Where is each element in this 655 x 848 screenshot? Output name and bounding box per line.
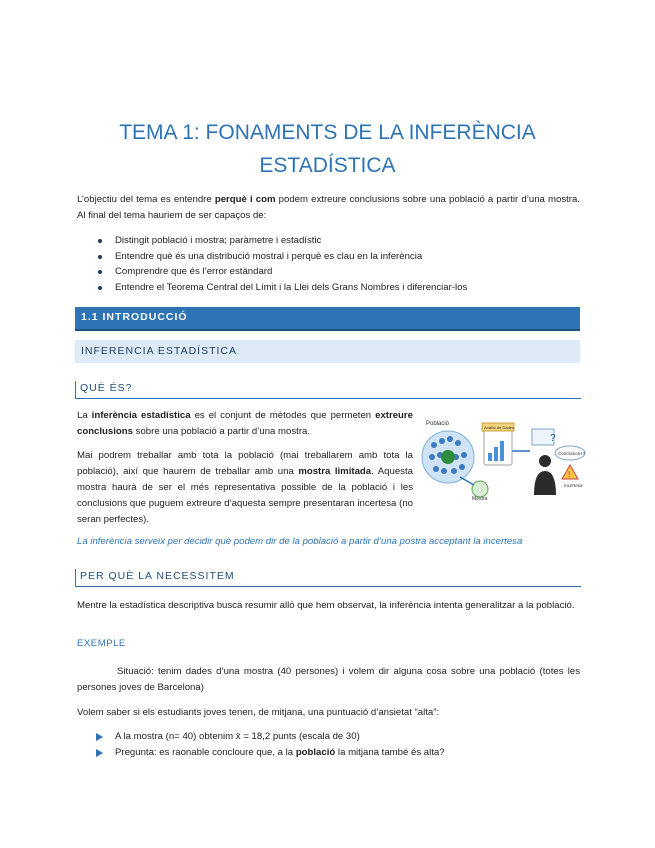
bullet-icon	[98, 255, 102, 259]
exemple-question: Volem saber si els estudiants joves tenen, de mitjana, una puntuació d’ansietat “alta”:	[77, 707, 440, 718]
label-poblacio: Població	[426, 421, 450, 427]
label-mostra: Mostra	[472, 496, 488, 501]
label-incertesa: Incertesa	[564, 483, 583, 488]
list-item-text-end: la mitjana també és alta?	[335, 747, 445, 758]
que-es-paragraph-1	[77, 408, 413, 440]
que-es-paragraph-2	[77, 448, 413, 528]
arrow-bullet-icon	[96, 749, 103, 757]
text: . Aquesta mostra haurà de ser el més representativa possible de la població i les conclusions que puguem extreure d’aquesta sempre presentaran incertesa (no seran perfectes).	[77, 466, 413, 525]
intro-bold: perquè i com	[214, 194, 276, 205]
person-body-icon	[534, 471, 556, 495]
subsection-heading-text: INFERENCIA ESTADÍSTICA	[81, 345, 237, 357]
list-item	[95, 264, 467, 280]
heading-text: QUÈ ÉS?	[80, 382, 133, 394]
intro-text: L’objectiu del tema es entendre	[77, 194, 215, 205]
bullet-icon	[98, 270, 102, 274]
bullet-icon	[98, 239, 102, 243]
arrow-bullet-icon	[96, 733, 103, 741]
person-head-icon	[539, 455, 551, 467]
bullet-icon	[98, 286, 102, 290]
list-item-text: Entendre què és una distribució mostral i perquè es clau en la inferència	[115, 250, 423, 262]
text: es el conjunt de mètodes que permeten	[190, 410, 376, 421]
list-item-text: Comprendre que és l’error estàndard	[115, 266, 273, 277]
inference-illustration	[420, 417, 588, 501]
intro-paragraph	[77, 192, 580, 224]
arrow-to-sample-icon	[460, 477, 474, 485]
section-heading-text: 1.1 INTRODUCCIÓ	[81, 311, 188, 323]
bold-text: extreure conclusions	[77, 410, 413, 437]
list-item-text: Pregunta: es raonable concloure que, a la	[115, 747, 296, 758]
label-analisi: Anàlisi de Dades	[484, 425, 515, 430]
heading-per-que	[75, 569, 581, 587]
heading-que-es	[75, 381, 581, 399]
question-mark-icon: ?	[550, 433, 556, 444]
text: sobre una població a partir d’una mostra.	[132, 426, 311, 437]
list-item-text: Distingit població i mostra; paràmetre i estadístic	[115, 235, 322, 246]
list-item	[95, 249, 467, 265]
list-item	[95, 280, 467, 296]
list-item	[95, 729, 445, 745]
intro-text-end: podem extreure conclusions sobre una població a partir d’una mostra. Al final del tema hauriem de ser capaços de:	[77, 194, 580, 221]
warning-exclamation-icon: !	[568, 470, 571, 479]
que-es-note: La inferència serveix per decidir què podem dir de la població a partir d’una postra acceptant la incertesa	[77, 536, 523, 547]
list-item-text: Entendre el Teorema Central del Límit i la Llei dels Grans Nombres i diferenciar-los	[115, 281, 468, 293]
exemple-situacio: Situació: tenim dades d’una mostra (40 persones) i volem dir alguna cosa sobre una població (totes les persones joves de Barcelona)	[77, 666, 580, 693]
exemple-label: EXEMPLE	[77, 638, 126, 649]
section-heading-introduccio	[75, 307, 580, 331]
text: La	[77, 410, 92, 421]
list-item	[95, 233, 467, 249]
text: Mai podrem treballar amb tota la població (mai treballarem amb tota la població), així que haurem de treballar amb una	[77, 450, 413, 477]
list-item-bold: població	[295, 747, 336, 758]
list-item-text: A la mostra (n= 40) obtenim x̄ = 18,2 punts (escala de 30)	[115, 731, 360, 742]
bold-text: inferència estadística	[91, 410, 191, 421]
list-item	[95, 745, 445, 761]
objectives-list	[95, 233, 467, 295]
exemple-list	[95, 729, 445, 761]
sample-marker	[441, 450, 455, 464]
sample-circle	[472, 481, 488, 497]
heading-text: PER QUÈ LA NECESSITEM	[80, 570, 235, 582]
label-conclusions: Conclusions?	[558, 451, 586, 456]
subsection-heading-inferencia	[75, 340, 580, 363]
page-title: TEMA 1: FONAMENTS DE LA INFERÈNCIA ESTADÍSTICA	[119, 121, 536, 177]
bold-text: mostra limitada	[298, 466, 372, 477]
per-que-paragraph: Mentre la estadística descriptiva busca resumir allò que hem observat, la inferència intenta generalitzar a la població.	[77, 600, 575, 611]
